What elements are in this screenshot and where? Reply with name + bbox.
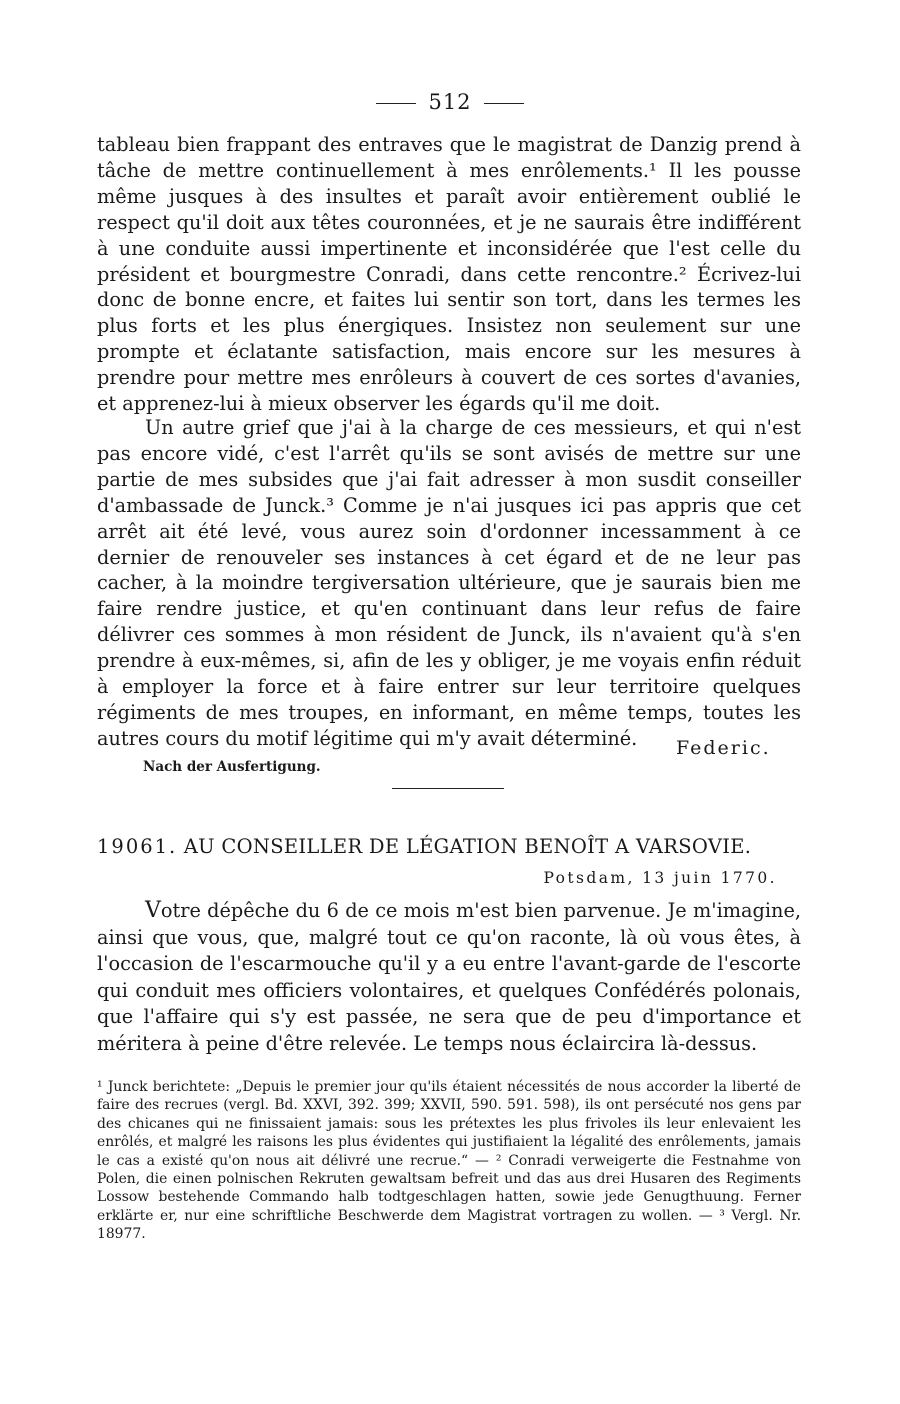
page-number	[0, 90, 900, 114]
letter-heading	[97, 835, 801, 858]
letter-number: 19061.	[97, 835, 178, 858]
page-number-right-rule	[484, 103, 524, 104]
letter-title: AU CONSEILLER DE LÉGATION BENOÎT A VARSOVIE.	[183, 835, 752, 858]
letter-body	[97, 898, 801, 1057]
signature: Federic.	[676, 737, 771, 759]
page-number-left-rule	[376, 103, 416, 104]
footnotes: ¹ Junck berichtete: „Depuis le premier jour qu'ils étaient nécessités de nous accorder la liberté de faire des recrues (vergl. Bd. XXVI, 392. 399; XXVII, 590. 591. 598), ils ont persécuté nos gens par des chicanes qui ne finissaient jamais: sous les prétextes les plus frivoles ils leur enlevaient les enrôlés, et malgré les raisons les plus évidentes qui justifiaient la légalité des enrôlements, jamais le cas a existé qu'on nous ait délivré une recrue.“ — ² Conradi verweigerte die Festnahme von Polen, die einen polnischen Rekruten gewaltsam befreit und das aus drei Husaren des Regiments Lossow bestehende Commando halb todtgeschlagen hatten, sowie jede Genugthuung. Ferner erklärte er, nur eine schriftliche Beschwerde dem Magistrat vortragen zu wollen. — ³ Vergl. Nr. 18977.	[97, 1079, 801, 1243]
letter-place-date: Potsdam, 13 juin 1770.	[543, 869, 777, 887]
page-number-text: 512	[428, 90, 472, 114]
paragraph-1: tableau bien frappant des entraves que le magistrat de Danzig prend à tâche de mettre continuellement à mes enrôlements.¹ Il les pousse même jusques à des insultes et paraît avoir entièrement oublié le respect qu'il doit aux têtes couronnées, et je ne saurais être indifférent à une conduite aussi impertinente et inconsidérée que l'est celle du président et bourgmestre Conradi, dans cette rencontre.² Écrivez-lui donc de bonne encre, et faites lui sentir son tort, dans les termes les plus forts et les plus énergiques. Insistez non seulement sur une prompte et éclatante satisfaction, mais encore sur les mesures à prendre pour mettre mes enrôleurs à couvert de ces sortes d'avanies, et apprenez-lui à mieux observer les égards qu'il me doit.	[97, 133, 801, 416]
section-divider	[392, 788, 504, 789]
paragraph-2: Un autre grief que j'ai à la charge de ces messieurs, et qui n'est pas encore vidé, c'est l'arrêt qu'ils se sont avisés de mettre sur une partie de mes subsides que j'ai fait adresser à mon susdit conseiller d'ambassade de Junck.³ Comme je n'ai jusques ici pas appris que cet arrêt ait été levé, vous aurez soin d'ordonner incessamment à ce dernier de renouveler ses instances à cet égard et de ne leur pas cacher, à la moindre tergiversation ultérieure, que je saurais bien me faire rendre justice, et qu'en continuant dans leur refus de faire délivrer ces sommes à mon résident de Junck, ils n'avaient qu'à s'en prendre à eux-mêmes, si, afin de les y obliger, je me voyais enfin réduit à employer la force et à faire entrer sur leur territoire quelques régiments de mes troupes, en informant, en même temps, toutes les autres cours du motif légitime qui m'y avait déterminé.	[97, 416, 801, 750]
source-note: Nach der Ausfertigung.	[143, 759, 321, 775]
letter-body-text: otre dépêche du 6 de ce mois m'est bien parvenue. Je m'imagine, ainsi que vous, que, malgré tout ce qu'on raconte, là où vous êtes, à l'occasion de l'escarmouche qu'il y a eu entre l'avant-garde de l'escorte qui conduit mes officiers volontaires, et quelques Confédérés polonais, que l'affaire qui s'y est passée, ne sera que de peu d'importance et méritera à peine d'être relevée. Le temps nous éclaircira là-dessus.	[97, 899, 801, 1055]
letter-initial: V	[145, 898, 161, 923]
